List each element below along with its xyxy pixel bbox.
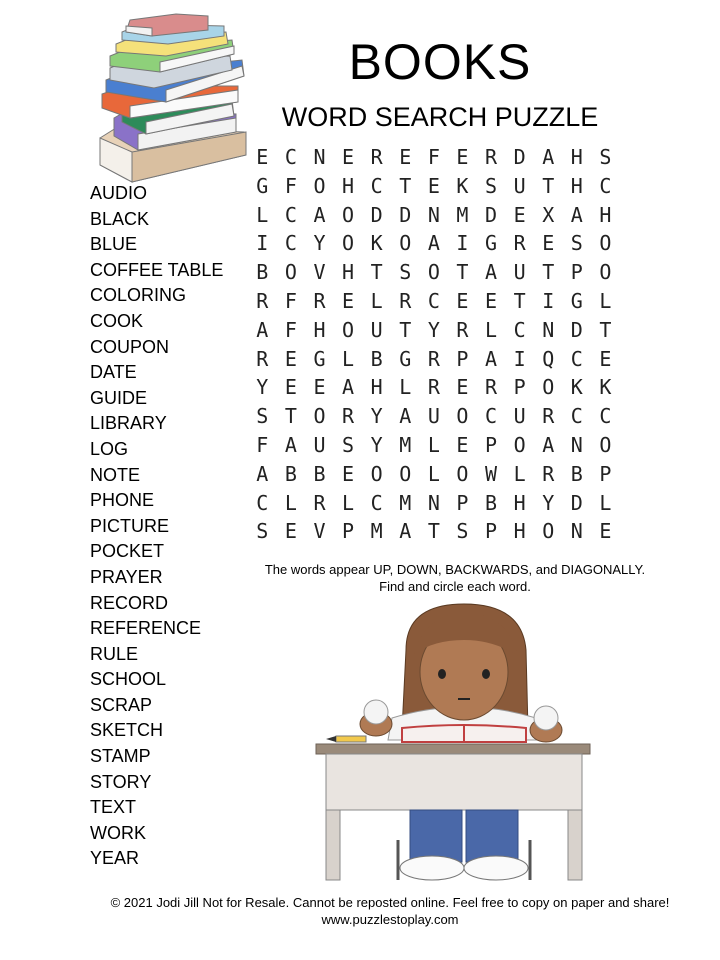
grid-letter: K xyxy=(570,375,583,400)
grid-letter: R xyxy=(485,145,498,169)
grid-letter: E xyxy=(284,346,297,371)
grid-letter: T xyxy=(284,404,297,429)
grid-letter: D xyxy=(370,202,383,227)
grid-letter: I xyxy=(456,231,469,256)
grid-letter: C xyxy=(570,404,583,429)
grid-letter: P xyxy=(570,260,583,285)
grid-letter: Y xyxy=(370,432,383,457)
grid-letter: H xyxy=(370,375,383,400)
grid-letter: E xyxy=(456,145,469,169)
grid-letter: L xyxy=(256,202,269,227)
grid-letter: I xyxy=(513,346,526,371)
grid-letter: A xyxy=(570,202,583,227)
grid-letter: T xyxy=(399,173,412,198)
grid-row xyxy=(248,345,620,374)
grid-letter: O xyxy=(542,375,555,400)
grid-letter: O xyxy=(599,260,612,285)
grid-letter: O xyxy=(370,461,383,486)
grid-letter: K xyxy=(599,375,612,400)
grid-letter: C xyxy=(599,404,612,429)
grid-letter: T xyxy=(542,173,555,198)
grid-letter: B xyxy=(256,260,269,285)
grid-letter: B xyxy=(370,346,383,371)
grid-row xyxy=(248,517,620,546)
word-search-grid xyxy=(248,143,620,547)
grid-letter: E xyxy=(284,519,297,544)
word-list-item: BLUE xyxy=(90,234,138,255)
grid-letter: R xyxy=(456,317,469,342)
grid-letter: R xyxy=(513,231,526,256)
grid-letter: O xyxy=(599,432,612,457)
grid-letter: E xyxy=(456,375,469,400)
grid-letter: B xyxy=(284,461,297,486)
word-list-item: BLACK xyxy=(90,208,150,229)
word-list-item: AUDIO xyxy=(90,183,148,203)
word-list-item: SKETCH xyxy=(90,720,164,741)
grid-letter: T xyxy=(599,317,612,342)
grid-letter: L xyxy=(599,288,612,313)
grid-letter: Q xyxy=(542,346,555,371)
footer xyxy=(60,894,720,928)
grid-letter: A xyxy=(399,519,412,544)
grid-letter: N xyxy=(570,519,583,544)
grid-letter: S xyxy=(599,145,612,169)
word-list-item: RULE xyxy=(90,643,139,664)
grid-letter: L xyxy=(284,490,297,515)
grid-letter: O xyxy=(399,461,412,486)
word-list-item: COOK xyxy=(90,310,144,331)
instructions xyxy=(255,561,655,595)
grid-letter: H xyxy=(570,145,583,169)
grid-letter: D xyxy=(570,490,583,515)
grid-letter: G xyxy=(485,231,498,256)
grid-row xyxy=(248,402,620,431)
grid-letter: D xyxy=(399,202,412,227)
grid-letter: R xyxy=(256,288,269,313)
grid-letter: S xyxy=(570,231,583,256)
grid-letter: H xyxy=(313,317,326,342)
grid-letter: H xyxy=(570,173,583,198)
grid-row xyxy=(248,316,620,345)
grid-letter: U xyxy=(313,432,326,457)
grid-letter: R xyxy=(427,375,440,400)
grid-letter: T xyxy=(542,260,555,285)
grid-letter: C xyxy=(513,317,526,342)
grid-letter: E xyxy=(313,375,326,400)
grid-letter: C xyxy=(599,173,612,198)
word-list-item: COFFEE TABLE xyxy=(90,259,224,280)
grid-row xyxy=(248,229,620,258)
grid-letter: A xyxy=(542,145,555,169)
grid-letter: E xyxy=(456,288,469,313)
grid-letter: T xyxy=(370,260,383,285)
grid-letter: O xyxy=(342,202,355,227)
word-list-item: TEXT xyxy=(90,797,137,818)
grid-letter: A xyxy=(256,461,269,486)
grid-letter: L xyxy=(399,375,412,400)
grid-letter: E xyxy=(599,346,612,371)
grid-letter: E xyxy=(399,145,412,169)
grid-row xyxy=(248,489,620,518)
grid-letter: O xyxy=(284,260,297,285)
word-list-item: PHONE xyxy=(90,490,155,511)
website-url: www.puzzlestoplay.com xyxy=(321,912,459,927)
grid-letter: S xyxy=(256,519,269,544)
word-list-item: LIBRARY xyxy=(90,413,167,434)
word-list-item: COLORING xyxy=(90,285,187,306)
grid-letter: N xyxy=(313,145,326,169)
grid-letter: H xyxy=(513,519,526,544)
grid-letter: R xyxy=(485,375,498,400)
grid-letter: P xyxy=(456,490,469,515)
grid-letter: A xyxy=(284,432,297,457)
word-list-item: PICTURE xyxy=(90,515,170,536)
copyright-notice: © 2021 Jodi Jill Not for Resale. Cannot be reposted online. Feel free to copy on paper and share! xyxy=(110,895,670,910)
grid-row xyxy=(248,258,620,287)
grid-row xyxy=(248,431,620,460)
grid-letter: K xyxy=(370,231,383,256)
grid-letter: V xyxy=(313,519,326,544)
grid-letter: M xyxy=(456,202,469,227)
grid-letter: R xyxy=(256,346,269,371)
grid-letter: L xyxy=(342,346,355,371)
grid-letter: L xyxy=(485,317,498,342)
grid-letter: O xyxy=(313,173,326,198)
grid-letter: R xyxy=(427,346,440,371)
word-list-item: WORK xyxy=(90,822,146,843)
grid-letter: E xyxy=(456,432,469,457)
grid-letter: L xyxy=(342,490,355,515)
grid-letter: F xyxy=(427,145,440,169)
grid-letter: U xyxy=(513,173,526,198)
grid-letter: S xyxy=(456,519,469,544)
grid-letter: F xyxy=(256,432,269,457)
grid-letter: O xyxy=(342,231,355,256)
grid-letter: P xyxy=(342,519,355,544)
grid-letter: U xyxy=(513,260,526,285)
grid-letter: T xyxy=(427,519,440,544)
grid-letter: Y xyxy=(256,375,269,400)
grid-letter: C xyxy=(370,173,383,198)
grid-letter: O xyxy=(542,519,555,544)
grid-letter: G xyxy=(570,288,583,313)
grid-letter: C xyxy=(284,231,297,256)
instructions-line-2: Find and circle each word. xyxy=(379,579,531,594)
word-list xyxy=(90,181,223,872)
grid-letter: Y xyxy=(542,490,555,515)
word-list-item: NOTE xyxy=(90,464,141,485)
word-list-item: STORY xyxy=(90,771,152,792)
grid-letter: P xyxy=(599,461,612,486)
grid-letter: M xyxy=(399,432,412,457)
grid-letter: G xyxy=(256,173,269,198)
word-list-item: POCKET xyxy=(90,541,165,562)
grid-letter: F xyxy=(284,317,297,342)
grid-row xyxy=(248,201,620,230)
grid-letter: P xyxy=(456,346,469,371)
word-list-item: DATE xyxy=(90,362,137,383)
grid-letter: C xyxy=(256,490,269,515)
word-list-item: COUPON xyxy=(90,336,170,357)
grid-letter: C xyxy=(485,404,498,429)
grid-letter: T xyxy=(399,317,412,342)
grid-letter: A xyxy=(427,231,440,256)
grid-letter: A xyxy=(542,432,555,457)
word-list-item: STAMP xyxy=(90,746,151,767)
grid-letter: E xyxy=(284,375,297,400)
grid-letter: T xyxy=(456,260,469,285)
grid-letter: R xyxy=(313,288,326,313)
grid-letter: U xyxy=(370,317,383,342)
grid-letter: E xyxy=(513,202,526,227)
grid-letter: E xyxy=(342,145,355,169)
grid-letter: E xyxy=(342,461,355,486)
grid-letter: E xyxy=(599,519,612,544)
grid-letter: H xyxy=(599,202,612,227)
grid-letter: E xyxy=(427,173,440,198)
grid-letter: M xyxy=(370,519,383,544)
grid-row xyxy=(248,287,620,316)
grid-letter: N xyxy=(427,490,440,515)
page-title: BOOKS xyxy=(348,34,532,90)
grid-letter: D xyxy=(485,202,498,227)
grid-letter: H xyxy=(342,260,355,285)
grid-letter: O xyxy=(313,404,326,429)
grid-letter: N xyxy=(427,202,440,227)
grid-letter: L xyxy=(370,288,383,313)
grid-letter: L xyxy=(513,461,526,486)
page-subtitle: WORD SEARCH PUZZLE xyxy=(281,102,599,132)
grid-letter: H xyxy=(342,173,355,198)
word-list-item: REFERENCE xyxy=(90,618,202,639)
grid-letter: A xyxy=(342,375,355,400)
word-list-item: LOG xyxy=(90,438,129,459)
word-list-item: RECORD xyxy=(90,592,169,613)
grid-letter: L xyxy=(599,490,612,515)
grid-letter: T xyxy=(513,288,526,313)
grid-letter: R xyxy=(342,404,355,429)
grid-letter: R xyxy=(542,461,555,486)
grid-letter: H xyxy=(513,490,526,515)
grid-row xyxy=(248,460,620,489)
word-list-item: SCHOOL xyxy=(90,669,167,690)
grid-letter: B xyxy=(313,461,326,486)
grid-letter: N xyxy=(570,432,583,457)
grid-letter: G xyxy=(313,346,326,371)
grid-letter: K xyxy=(456,173,469,198)
instructions-line-1: The words appear UP, DOWN, BACKWARDS, and DIAGONALLY. xyxy=(264,562,646,577)
grid-row xyxy=(248,172,620,201)
grid-letter: X xyxy=(542,202,555,227)
girl-reading-icon xyxy=(314,600,594,885)
word-list-item: SCRAP xyxy=(90,694,153,715)
grid-letter: I xyxy=(542,288,555,313)
grid-letter: C xyxy=(370,490,383,515)
grid-letter: R xyxy=(370,145,383,169)
grid-letter: O xyxy=(456,461,469,486)
grid-letter: S xyxy=(399,260,412,285)
grid-letter: S xyxy=(256,404,269,429)
grid-letter: F xyxy=(284,173,297,198)
grid-letter: O xyxy=(456,404,469,429)
grid-letter: L xyxy=(427,461,440,486)
word-list-item: PRAYER xyxy=(90,566,163,587)
grid-letter: O xyxy=(427,260,440,285)
grid-letter: S xyxy=(342,432,355,457)
grid-letter: O xyxy=(513,432,526,457)
grid-letter: E xyxy=(256,145,269,169)
grid-letter: Y xyxy=(313,231,326,256)
grid-letter: A xyxy=(485,346,498,371)
grid-letter: I xyxy=(256,231,269,256)
grid-letter: P xyxy=(485,519,498,544)
stack-of-books-icon xyxy=(96,10,248,185)
grid-letter: C xyxy=(570,346,583,371)
grid-letter: C xyxy=(284,145,297,169)
grid-letter: C xyxy=(427,288,440,313)
grid-letter: A xyxy=(256,317,269,342)
grid-letter: V xyxy=(313,260,326,285)
grid-letter: F xyxy=(284,288,297,313)
word-list-item: YEAR xyxy=(90,848,140,869)
grid-letter: D xyxy=(570,317,583,342)
grid-letter: Y xyxy=(370,404,383,429)
grid-letter: A xyxy=(399,404,412,429)
grid-letter: A xyxy=(313,202,326,227)
word-list-item: GUIDE xyxy=(90,387,148,408)
grid-letter: E xyxy=(485,288,498,313)
grid-letter: M xyxy=(399,490,412,515)
grid-letter: R xyxy=(542,404,555,429)
grid-letter: L xyxy=(427,432,440,457)
grid-letter: N xyxy=(542,317,555,342)
grid-letter: R xyxy=(399,288,412,313)
grid-letter: E xyxy=(542,231,555,256)
grid-letter: P xyxy=(513,375,526,400)
grid-letter: S xyxy=(485,173,498,198)
grid-letter: R xyxy=(313,490,326,515)
grid-letter: B xyxy=(570,461,583,486)
grid-letter: O xyxy=(342,317,355,342)
grid-letter: B xyxy=(485,490,498,515)
grid-letter: U xyxy=(427,404,440,429)
grid-letter: A xyxy=(485,260,498,285)
grid-row xyxy=(248,373,620,402)
grid-letter: P xyxy=(485,432,498,457)
grid-letter: D xyxy=(513,145,526,169)
grid-letter: U xyxy=(513,404,526,429)
grid-letter: O xyxy=(599,231,612,256)
grid-letter: E xyxy=(342,288,355,313)
grid-letter: G xyxy=(399,346,412,371)
grid-letter: O xyxy=(399,231,412,256)
grid-letter: C xyxy=(284,202,297,227)
grid-letter: Y xyxy=(427,317,440,342)
grid-row xyxy=(248,143,620,172)
grid-letter: W xyxy=(485,461,498,486)
